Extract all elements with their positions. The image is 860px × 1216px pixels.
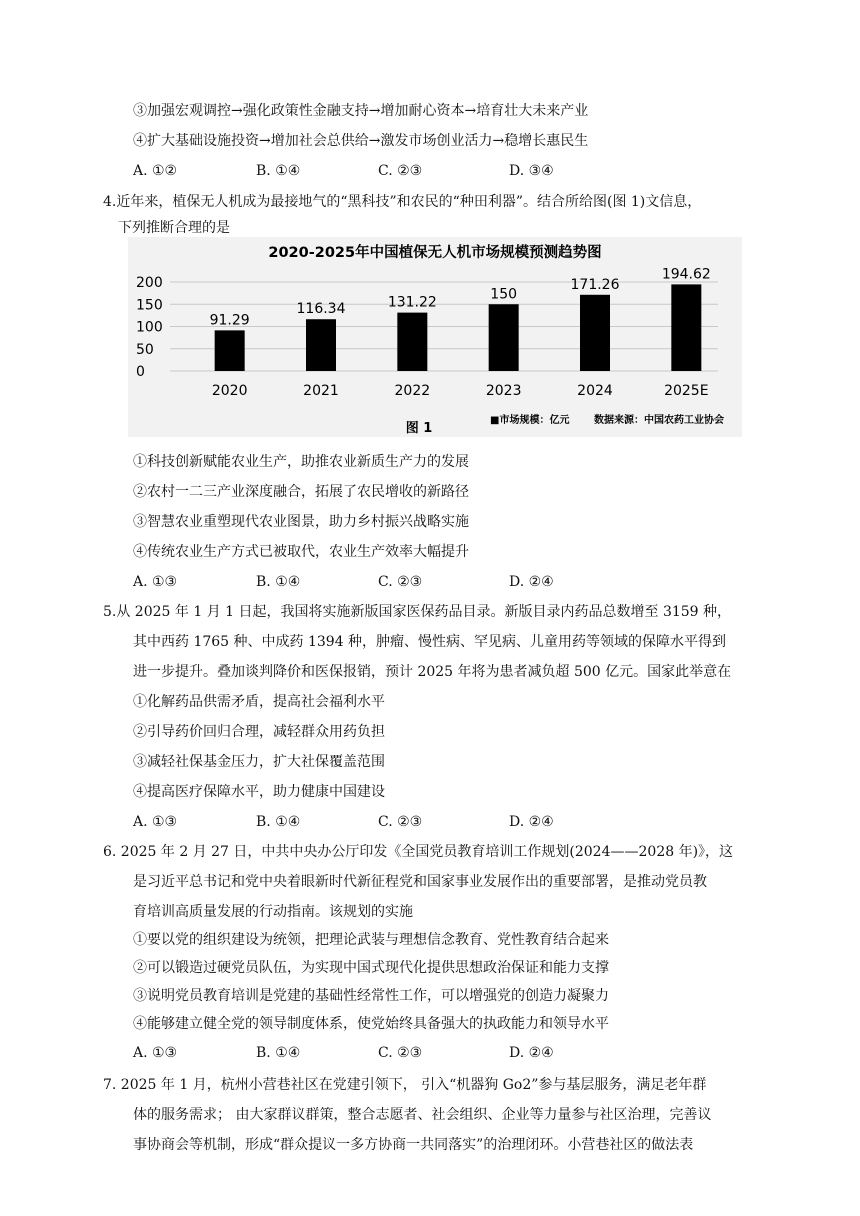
bar xyxy=(580,295,610,371)
q6-stem-line-2: 是习近平总书记和党中央着眼新时代新征程党和国家事业发展作出的重要部署，是推动党员教 xyxy=(133,874,707,890)
q6-option-d: D. ②④ xyxy=(509,1045,554,1061)
q3-option-a: A. ①② xyxy=(133,163,178,179)
q6-stem-line-3: 育培训高质量发展的行动指南。该规划的实施 xyxy=(133,904,413,920)
q4-item-4: ④传统农业生产方式已被取代，农业生产效率大幅提升 xyxy=(133,544,469,560)
q5-option-d: D. ②④ xyxy=(509,814,554,830)
q6-item-3: ③说明党员教育培训是党建的基础性经常性工作，可以增强党的创造力凝聚力 xyxy=(133,988,609,1004)
y-tick-label: 50 xyxy=(136,341,154,358)
q5-option-c: C. ②③ xyxy=(378,814,423,830)
bar-value-label: 194.62 xyxy=(661,266,711,283)
q5-item-4: ④提高医疗保障水平，助力健康中国建设 xyxy=(133,784,385,800)
bar xyxy=(306,319,336,371)
q6-item-4: ④能够建立健全党的领导制度体系，使党始终具备强大的执政能力和领导水平 xyxy=(133,1016,609,1032)
bar xyxy=(215,330,245,371)
q3-options xyxy=(133,161,733,181)
bar xyxy=(671,284,701,371)
q3-option-b: B. ①④ xyxy=(256,163,301,179)
q6-option-b: B. ①④ xyxy=(256,1045,301,1061)
figure-label: 图 1 xyxy=(405,421,433,436)
x-tick-label: 2024 xyxy=(577,383,613,399)
market-size-bar-chart xyxy=(128,237,742,437)
q5-item-3: ③减轻社保基金压力，扩大社保覆盖范围 xyxy=(133,754,385,770)
y-tick-label: 0 xyxy=(136,364,145,380)
bar xyxy=(397,313,427,371)
q5-options xyxy=(133,812,733,832)
q3-option-d: D. ③④ xyxy=(509,163,554,179)
q7-stem-line-1: 7. 2025 年 1 月，杭州小营巷社区在党建引领下， 引入“机器狗 Go2”参与基层服务，满足老年群 xyxy=(103,1077,707,1093)
x-tick-label: 2025E xyxy=(664,383,709,399)
q4-option-c: C. ②③ xyxy=(378,574,423,590)
q7-stem-line-3: 事协商会等机制，形成“群众提议一多方协商一共同落实”的治理闭环。小营巷社区的做法表 xyxy=(133,1137,694,1153)
bar-value-label: 171.26 xyxy=(570,276,620,293)
q3-option-c: C. ②③ xyxy=(378,163,423,179)
q4-option-a: A. ①③ xyxy=(133,574,178,590)
bar-value-label: 131.22 xyxy=(387,294,437,311)
q5-stem-line-1: 5.从 2025 年 1 月 1 日起，我国将实施新版国家医保药品目录。新版目录内药品总数增至 3159 种， xyxy=(103,604,732,620)
q5-item-2: ②引导药价回归合理，减轻群众用药负担 xyxy=(133,724,385,740)
q5-option-b: B. ①④ xyxy=(256,814,301,830)
chart-title: 2020-2025年中国植保无人机市场规模预测趋势图 xyxy=(268,245,602,261)
q6-options xyxy=(133,1043,733,1063)
x-tick-label: 2020 xyxy=(211,383,248,399)
chart-source: 数据来源：中国农药工业协会 xyxy=(594,415,724,426)
q4-stem-line-2: 下列推断合理的是 xyxy=(118,220,230,236)
q3-item-4: ④扩大基础设施投资→增加社会总供给→激发市场创业活力→稳增长惠民生 xyxy=(133,133,589,149)
q6-stem-line-1: 6. 2025 年 2 月 27 日，中共中央办公厅印发《全国党员教育培训工作规划(2024——2028 年)》，这 xyxy=(103,844,734,860)
x-tick-label: 2021 xyxy=(303,383,339,399)
q4-stem-line-1: 4.近年来，植保无人机成为最接地气的“黑科技”和农民的“种田利器”。结合所给图(图 1)文信息， xyxy=(103,194,702,210)
q6-option-a: A. ①③ xyxy=(133,1045,178,1061)
chart-legend: ■市场规模：亿元 xyxy=(490,415,570,426)
bar-value-label: 116.34 xyxy=(296,301,346,318)
q4-item-3: ③智慧农业重塑现代农业图景，助力乡村振兴战略实施 xyxy=(133,514,469,530)
q5-stem-line-2: 其中西药 1765 种、中成药 1394 种，肿瘤、慢性病、罕见病、儿童用药等领域的保障水平得到 xyxy=(133,634,727,650)
y-tick-label: 150 xyxy=(136,297,163,314)
bar-value-label: 150 xyxy=(490,286,518,303)
q6-item-2: ②可以锻造过硬党员队伍，为实现中国式现代化提供思想政治保证和能力支撑 xyxy=(133,960,609,976)
q4-options xyxy=(133,572,733,592)
q5-stem-line-3: 进一步提升。叠加谈判降价和医保报销，预计 2025 年将为患者减负超 500 亿元。国家此举意在 xyxy=(133,664,732,680)
x-tick-label: 2023 xyxy=(485,383,522,399)
x-tick-label: 2022 xyxy=(394,383,431,399)
q6-option-c: C. ②③ xyxy=(378,1045,423,1061)
y-tick-label: 100 xyxy=(136,319,163,336)
q5-option-a: A. ①③ xyxy=(133,814,178,830)
q5-item-1: ①化解药品供需矛盾，提高社会福利水平 xyxy=(133,694,385,710)
q4-option-d: D. ②④ xyxy=(509,574,554,590)
q7-stem-line-2: 体的服务需求； 由大家群议群策，整合志愿者、社会组织、企业等力量参与社区治理，完善议 xyxy=(133,1107,712,1123)
q4-item-1: ①科技创新赋能农业生产，助推农业新质生产力的发展 xyxy=(133,454,469,470)
q3-item-3: ③加强宏观调控→强化政策性金融支持→增加耐心资本→培育壮大未来产业 xyxy=(133,103,589,119)
q6-item-1: ①要以党的组织建设为统领，把理论武装与理想信念教育、党性教育结合起来 xyxy=(133,932,609,948)
q4-option-b: B. ①④ xyxy=(256,574,301,590)
q4-item-2: ②农村一二三产业深度融合，拓展了农民增收的新路径 xyxy=(133,484,469,500)
y-tick-label: 200 xyxy=(136,275,163,291)
bar-value-label: 91.29 xyxy=(209,312,250,329)
bar xyxy=(489,304,519,371)
